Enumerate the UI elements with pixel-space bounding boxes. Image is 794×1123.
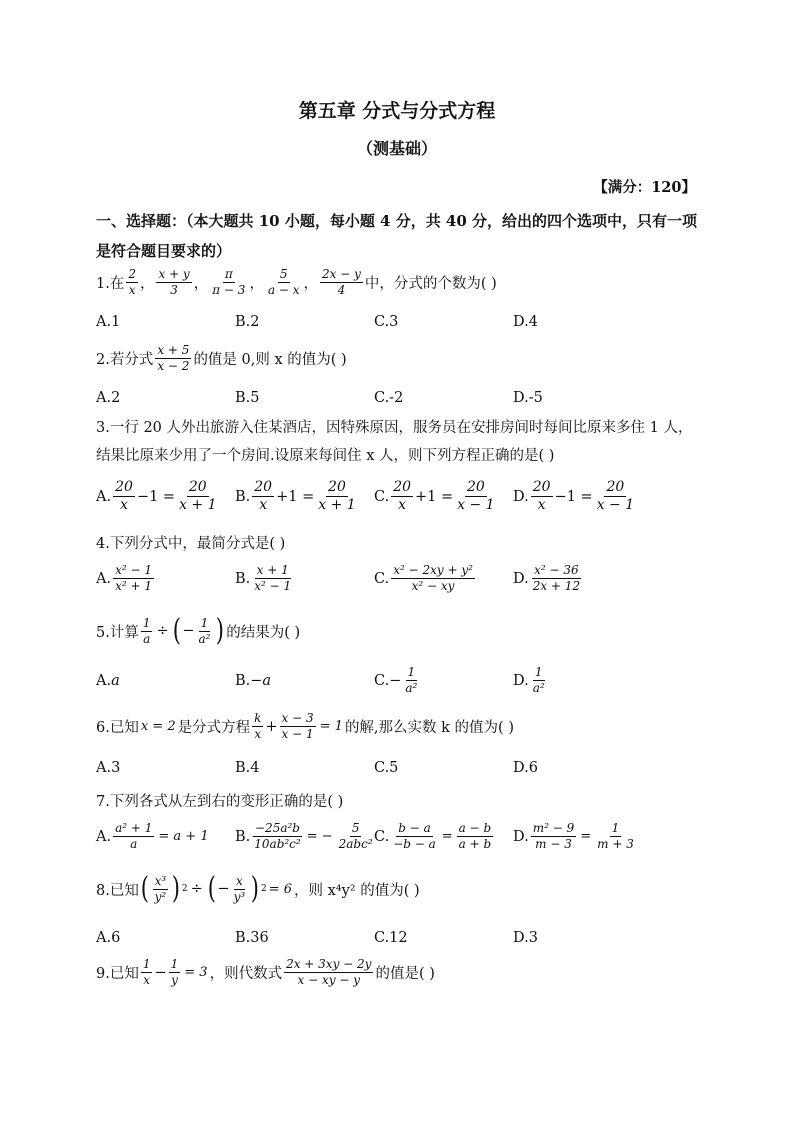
q4-option-d[interactable]: D. $\frac{\text{x² − 36}}{2x + 12}$ xyxy=(513,563,581,593)
q2-option-d[interactable]: D.-5 xyxy=(513,390,543,406)
q2-option-a[interactable]: A.2 xyxy=(96,390,121,406)
page-subtitle: （测基础） xyxy=(356,139,437,158)
q1-option-c[interactable]: C.3 xyxy=(374,314,399,330)
q1-options xyxy=(96,314,696,330)
q3-option-a[interactable]: A. $\frac{20}{x}$ −1 = $\frac{20}{x + 1}$ xyxy=(96,479,217,513)
question-6: 6.已知 x = 2 是分式方程 $\frac{k}{x}$ + $\frac{x - 3}{x - 1}$ = 1 的解,那么实数 k 的值为( ) xyxy=(96,711,514,741)
q6-option-b[interactable]: B.4 xyxy=(235,760,260,776)
q8-options xyxy=(96,930,696,946)
q8-option-a[interactable]: A.6 xyxy=(96,930,121,946)
q2-option-b[interactable]: B.5 xyxy=(235,390,260,406)
question-3: 3.一行 20 人外出旅游入住某酒店，因特殊原因，服务员在安排房间时每间比原来多住 1 人，结果比原来少用了一个房间.设原来每间住 x 人，则下列方程正确的是( ) xyxy=(96,420,693,464)
question-4: 4.下列分式中，最简分式是( ) xyxy=(96,536,286,552)
full-score-label: 【满分：120】 xyxy=(593,179,696,196)
page-title: 第五章 分式与分式方程 xyxy=(298,100,496,122)
q1-fraction-2: $\frac{x + y}{3}$ xyxy=(158,267,190,297)
q7-option-c[interactable]: C. $\frac{b - a}{-b - a}$ = $\frac{a - b}{a + b}$ xyxy=(374,821,492,851)
q6-option-d[interactable]: D.6 xyxy=(513,760,538,776)
q7-option-b[interactable]: B. $\frac{\text{−25a²b}}{\text{10ab²c²}}$ = − $\frac{5}{\text{2abc²}}$ xyxy=(235,821,373,851)
q2-fraction: $\frac{x + 5}{x - 2}$ xyxy=(157,343,190,373)
q7-option-d[interactable]: D. $\frac{\text{m² − 9}}{m - 3}$ = $\frac{1}{m + 3}$ xyxy=(513,821,634,851)
q1-option-b[interactable]: B.2 xyxy=(235,314,260,330)
q7-options xyxy=(96,822,696,851)
q3-options xyxy=(96,480,696,513)
question-2: 2.若分式 $\frac{x + 5}{x - 2}$ 的值是 0,则 x 的值为( ) xyxy=(96,343,347,373)
q1-fraction-3: $\frac{\pi}{\pi - 3}$ xyxy=(212,267,246,297)
q6-option-c[interactable]: C.5 xyxy=(374,760,399,776)
q8-option-c[interactable]: C.12 xyxy=(374,930,408,946)
q5-option-a[interactable]: A. a xyxy=(96,672,120,689)
q8-option-b[interactable]: B.36 xyxy=(235,930,269,946)
q5-option-b[interactable]: B. −a xyxy=(235,672,272,689)
q3-option-b[interactable]: B. $\frac{20}{x}$ +1 = $\frac{20}{x + 1}$ xyxy=(235,479,356,513)
q4-option-b[interactable]: B. $\frac{x + 1}{\text{x² − 1}}$ xyxy=(235,563,292,593)
q1-fraction-5: $\frac{2x - y}{4}$ xyxy=(322,267,361,297)
q4-option-a[interactable]: A. $\frac{\text{x² − 1}}{\text{x² + 1}}$ xyxy=(96,563,152,593)
q1-lead: 1.在 xyxy=(96,276,125,292)
question-7: 7.下列各式从左到右的变形正确的是( ) xyxy=(96,794,344,810)
q3-option-c[interactable]: C. $\frac{20}{x}$ +1 = $\frac{20}{x - 1}$ xyxy=(374,479,495,513)
q3-option-d[interactable]: D. $\frac{20}{x}$ −1 = $\frac{20}{x - 1}$ xyxy=(513,479,635,513)
q1-option-d[interactable]: D.4 xyxy=(513,314,538,330)
q4-options xyxy=(96,564,696,593)
q5-option-d[interactable]: D. $\frac{1}{\text{a²}}$ xyxy=(513,665,545,695)
q1-fraction-1: $\frac{2}{x}$ xyxy=(128,267,136,297)
question-9: 9.已知 $\frac{1}{x}$ − $\frac{1}{y}$ = 3 ，则代数式 $\frac{2x + 3xy - 2y}{x - xy - y}$ 的值是( ) xyxy=(96,957,435,987)
question-5: 5.计算 $\frac{1}{a}$ ÷ ( − $\frac{1}{\text{a²}}$ ) 的结果为( ) xyxy=(96,613,301,648)
q6-option-a[interactable]: A.3 xyxy=(96,760,121,776)
question-8: 8.已知 ( $\frac{\text{x³}}{\text{y²}}$ ) 2 ÷ ( − $\frac{x}{\text{y³}}$ ) 2 = 6 ，则 x⁴y² 的值为( ) xyxy=(96,871,420,906)
q2-option-c[interactable]: C.-2 xyxy=(374,390,404,406)
section-heading: 一、选择题：（本大题共 10 小题，每小题 4 分，共 40 分，给出的四个选项中，只有一项是符合题目要求的） xyxy=(96,212,698,260)
q6-options xyxy=(96,760,696,776)
q1-option-a[interactable]: A.1 xyxy=(96,314,121,330)
q7-option-a[interactable]: A. $\frac{\text{a² + 1}}{a}$ = a + 1 xyxy=(96,821,209,851)
q2-options xyxy=(96,390,696,406)
question-1: 1.在 $\frac{2}{x}$ ， $\frac{x + y}{3}$ ， $\frac{\pi}{\pi - 3}$ ， $\frac{5}{a - x}$ ， $\frac{2x - y}{4}$ 中，分式的个数为( ) xyxy=(96,267,497,297)
q8-option-d[interactable]: D.3 xyxy=(513,930,538,946)
q4-option-c[interactable]: C. $\frac{\text{x² − 2xy + y²}}{\text{x² − xy}}$ xyxy=(374,563,473,593)
q5-options xyxy=(96,666,696,695)
q1-tail: 中，分式的个数为( ) xyxy=(364,276,497,292)
q1-fraction-4: $\frac{5}{a - x}$ xyxy=(267,267,300,297)
q5-option-c[interactable]: C. − $\frac{1}{\text{a²}}$ xyxy=(374,665,418,695)
